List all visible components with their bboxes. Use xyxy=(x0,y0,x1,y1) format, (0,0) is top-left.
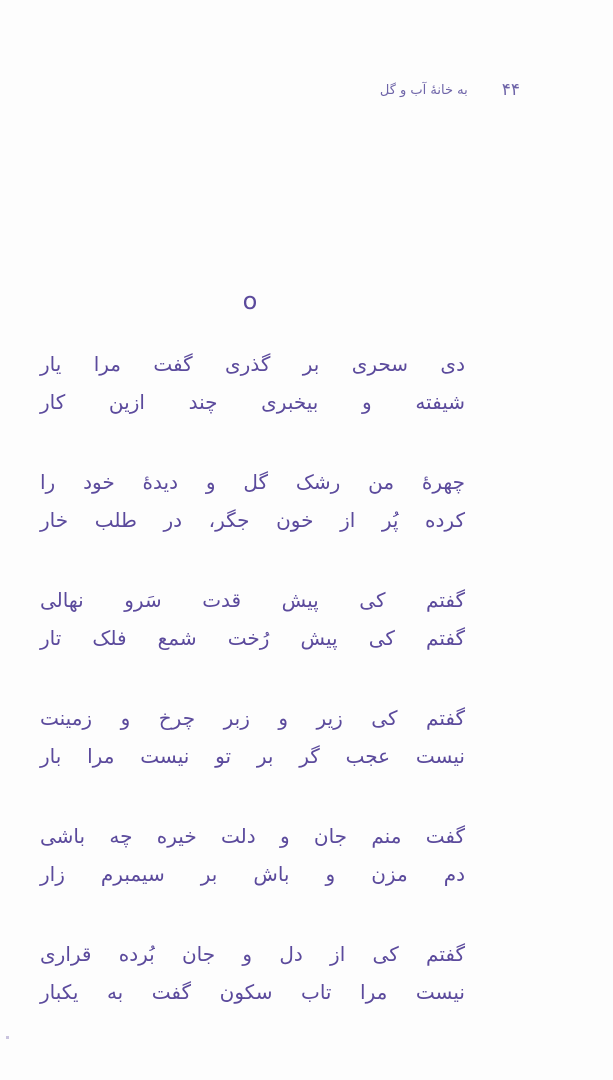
poem-line: شیفته و بیخبری چند ازین کار xyxy=(40,390,465,414)
stanza-3 xyxy=(40,581,465,657)
poem-line: چهرهٔ من رشک گل و دیدهٔ خود را xyxy=(40,470,465,494)
stanza-1 xyxy=(40,345,465,421)
section-marker: o xyxy=(242,287,258,315)
running-title: به خانهٔ آب و گل xyxy=(379,82,468,98)
poem-line: نیست عجب گر بر تو نیست مرا بار xyxy=(40,744,465,768)
stanza-2 xyxy=(40,463,465,539)
poem-line: کرده پُر از خون جگر، در طلب خار xyxy=(40,508,465,532)
poem-line: گفتم کی از دل و جان بُرده قراری xyxy=(40,942,465,966)
poem xyxy=(40,345,465,1011)
running-header xyxy=(340,78,520,102)
stanza-5 xyxy=(40,817,465,893)
page-number: ۴۴ xyxy=(501,80,520,100)
scan-speck xyxy=(6,1036,9,1039)
poem-line: گفتم کی زیر و زبر چرخ و زمینت xyxy=(40,706,465,730)
poem-line: دی سحری بر گذری گفت مرا یار xyxy=(40,352,465,376)
poem-line: گفتم کی پیش قدت سَرو نهالی xyxy=(40,588,465,612)
poem-line: گفتم کی پیش رُخت شمع فلک تار xyxy=(40,626,465,650)
poem-line: دم مزن و باش بر سیمبرم زار xyxy=(40,862,465,886)
poem-line: گفت منم جان و دلت خیره چه باشی xyxy=(40,824,465,848)
poem-line: نیست مرا تاب سکون گفت به یکبار xyxy=(40,980,465,1004)
stanza-6 xyxy=(40,935,465,1011)
stanza-4 xyxy=(40,699,465,775)
